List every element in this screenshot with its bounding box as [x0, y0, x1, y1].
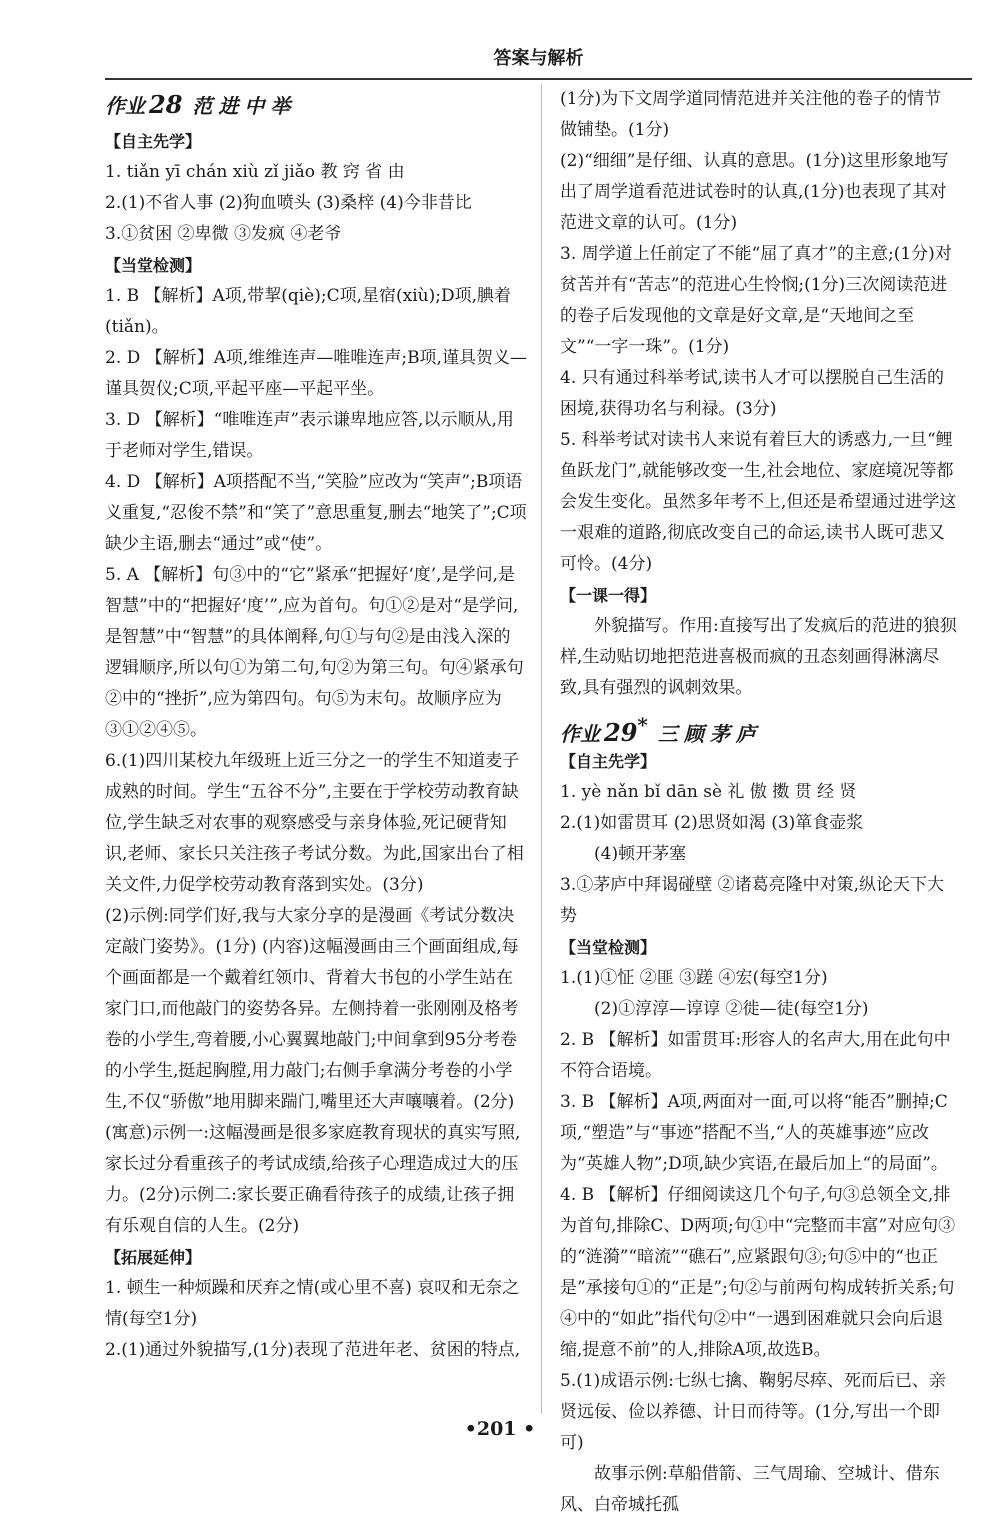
answer-item: 3. B 【解析】A项,两面对一面,可以将“能否”删掉;C项,“塑造”与“事迹”搭配不当,“人的英雄事迹”应改为“英雄人物”;D项,缺少宾语,在最后加上“的局面”。 [560, 1092, 948, 1174]
answer-item: 1.(1)①怔 ②匪 ③蹉 ④宏(每空1分) [560, 968, 828, 988]
answer-item: 外貌描写。作用:直接写出了发疯后的范进的狼狈样,生动贴切地把范进喜极而疯的丑态刻画得淋漓尽致,具有强烈的讽刺效果。 [560, 616, 957, 698]
answer-item: 3. 周学道上任前定了不能“屈了真才”的主意;(1分)对贫苦并有“苦志”的范进心生怜悯;(1分)三次阅读范进的卷子后发现他的文章是好文章,是“天地间之至文”“一字一珠”。(1分) [560, 244, 952, 357]
homework-title: 三顾茅庐 [657, 722, 762, 746]
homework-29-heading [560, 706, 958, 747]
answer-item: 4. B 【解析】仔细阅读这几个句子,句③总领全文,排为首句,排除C、D两项;句①中“完整而丰富”对应句③的“涟漪”“暗流”“礁石”,应紧跟句③;句⑤中的“也正是”承接句①的“正是”;句②与前两句构成转折关系;句④中的“如此”指代句②中“一遇到困难就只会向后退缩,提意不前”的人,排除A项,故选B。 [560, 1185, 956, 1360]
answer-item: 故事示例:草船借箭、三气周瑜、空城计、借东风、白帝城托孤 [560, 1464, 940, 1515]
right-column [560, 84, 958, 1521]
page-header: 答案与解析 [105, 40, 972, 80]
answer-item: (2)“细细”是仔细、认真的意思。(1分)这里形象地写出了周学道看范进试卷时的认真,(1分)也表现了其对范进文章的认可。(1分) [560, 151, 949, 233]
homework-number [604, 713, 648, 747]
homework-star: * [637, 713, 648, 737]
section-heading-dangtang: 【当堂检测】 [560, 938, 657, 957]
homework-number: 28 [149, 90, 183, 119]
answer-item: 3.①贫困 ②卑微 ③发疯 ④老爷 [105, 224, 342, 244]
answer-item: (2)示例:同学们好,我与大家分享的是漫画《考试分数决定敲门姿势》。(1分) (内容)这幅漫画由三个画面组成,每个画面都是一个戴着红领巾、背着大书包的小学生站在家门口,而他敲门的姿势各异。左侧持着一张刚刚及格考卷的小学生,弯着腰,小心翼翼地敲门;中间拿到95分考卷的小学生,挺起胸膛,用力敲门;右侧手拿满分考卷的小学生,不仅“骄傲”地用脚来踹门,嘴里还大声嚷嚷着。(2分) (寓意)示例一:这幅漫画是很多家庭教育现状的真实写照,家长过分看重孩子的考试成绩,给孩子心理造成过大的压力。(2分)示例二:家长要正确看待孩子的成绩,让孩子拥有乐观自信的人生。(2分) [105, 906, 521, 1236]
answer-item: 2. D 【解析】A项,维维连声—唯唯连声;B项,谨具贺义—谨具贺仪;C项,平起平座—平起平坐。 [105, 348, 527, 399]
answer-item: 5. A 【解析】句③中的“它”紧承“把握好‘度’,是学问,是智慧”中的“把握好‘度’”,应为首句。句①②是对“是学问,是智慧”中“智慧”的具体阐释,句①与句②是由浅入深的逻辑顺序,所以句①为第二句,句②为第三句。句④紧承句②中的“挫折”,应为第四句。句⑤为末句。故顺序应为③①②④⑤。 [105, 565, 524, 740]
answer-item: 2.(1)通过外貌描写,(1分)表现了范进年老、贫困的特点, [105, 1340, 521, 1360]
section-heading-zizhu: 【自主先学】 [105, 132, 202, 151]
answer-item: 1. B 【解析】A项,带挈(qiè);C项,星宿(xiù);D项,腆着(tiǎn)。 [105, 286, 511, 337]
section-heading-tuozhan: 【拓展延伸】 [105, 1248, 202, 1267]
answer-item: 4. 只有通过科举考试,读书人才可以摆脱自己生活的困境,获得功名与利禄。(3分) [560, 368, 945, 419]
section-heading-zizhu: 【自主先学】 [560, 752, 657, 771]
left-column [105, 84, 527, 1366]
homework-label: 作业 [560, 722, 600, 746]
answer-item: 2. B 【解析】如雷贯耳:形容人的名声大,用在此句中不符合语境。 [560, 1030, 951, 1081]
homework-label: 作业 [105, 94, 145, 118]
answer-item: 5. 科举考试对读书人来说有着巨大的诱惑力,一旦“鲤鱼跃龙门”,就能够改变一生,社会地位、家庭境况等都会发生变化。虽然多年考不上,但还是希望通过进学这一艰难的道路,彻底改变自己的命运,读书人既可悲又可怜。(4分) [560, 430, 957, 574]
answer-item: 1. yè nǎn bǐ dān sè 礼 傲 擞 贯 经 贤 [560, 782, 857, 802]
homework-28-heading [105, 86, 527, 124]
answer-item: 5.(1)成语示例:七纵七擒、鞠躬尽瘁、死而后已、亲贤远佞、俭以养德、计日而待等。(1分,写出一个即可) [560, 1371, 947, 1453]
section-heading-dangtang: 【当堂检测】 [105, 256, 202, 275]
answer-item: 3. D 【解析】“唯唯连声”表示谦卑地应答,以示顺从,用于老师对学生,错误。 [105, 410, 514, 461]
answer-item: 2.(1)如雷贯耳 (2)思贤如渴 (3)箪食壶浆 [560, 813, 864, 833]
section-heading-yike: 【一课一得】 [560, 586, 657, 605]
homework-number-value: 29 [604, 718, 638, 747]
homework-title: 范进中举 [192, 94, 297, 118]
page-number: •201 • [464, 1418, 536, 1440]
answer-item: 2.(1)不省人事 (2)狗血喷头 (3)桑梓 (4)今非昔比 [105, 193, 472, 213]
answer-item: 1. tiǎn yī chán xiù zǐ jiǎo 教 窍 省 由 [105, 162, 405, 182]
answer-item: 4. D 【解析】A项搭配不当,“笑脸”应改为“笑声”;B项语义重复,“忍俊不禁”和“笑了”意思重复,删去“地笑了”;C项缺少主语,删去“通过”或“使”。 [105, 472, 527, 554]
column-divider [541, 84, 542, 1414]
answer-item: (1分)为下文周学道同情范进并关注他的卷子的情节做铺垫。(1分) [560, 89, 942, 140]
answer-item: (2)①淳淳—谆谆 ②徙—徒(每空1分) [594, 999, 869, 1019]
answer-item: 3.①茅庐中拜谒碰壁 ②诸葛亮隆中对策,纵论天下大势 [560, 875, 945, 926]
answer-item: 6.(1)四川某校九年级班上近三分之一的学生不知道麦子成熟的时间。学生“五谷不分”,主要在于学校劳动教育缺位,学生缺乏对农事的观察感受与亲身体验,死记硬背知识,老师、家长只关注孩子考试分数。为此,国家出台了相关文件,力促学校劳动教育落到实处。(3分) [105, 751, 524, 895]
answer-item: 1. 顿生一种烦躁和厌弃之情(或心里不喜) 哀叹和无奈之情(每空1分) [105, 1278, 520, 1329]
answer-item: (4)顿开茅塞 [594, 844, 687, 864]
